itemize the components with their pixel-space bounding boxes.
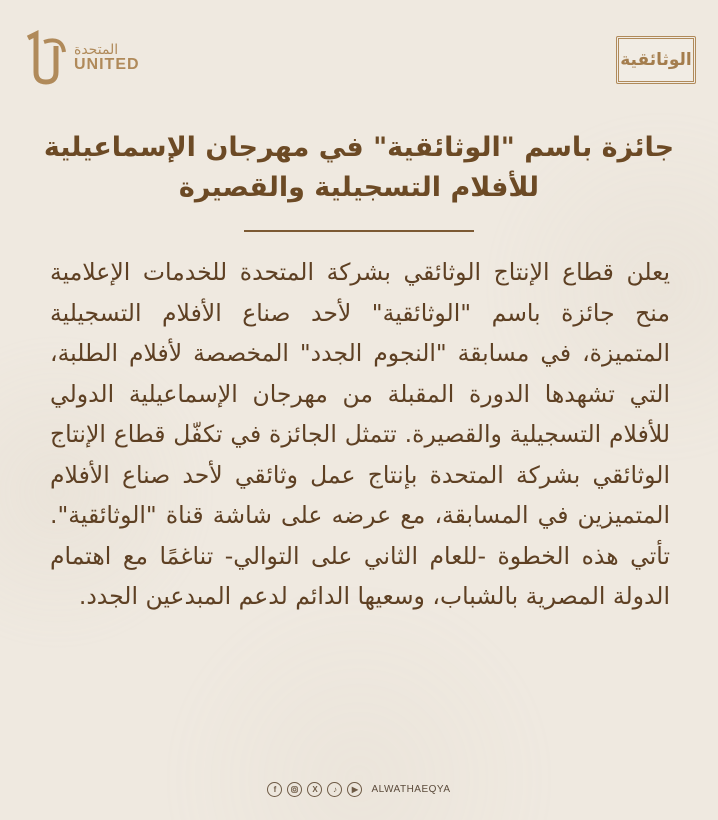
title-divider [244, 230, 474, 232]
headline-line-1: جائزة باسم "الوثائقية" في مهرجان الإسماعيلية [43, 132, 675, 163]
body-paragraph: يعلن قطاع الإنتاج الوثائقي بشركة المتحدة للخدمات الإعلامية منح جائزة باسم "الوثائقية" لأحد صناع الأفلام التسجيلية المتميزة، في مسابقة "النجوم الجدد" المخصصة لأفلام الطلبة، التي تشهدها الدورة المقبلة من مهرجان الإسماعيلية الدولي للأفلام التسجيلية والقصيرة. تتمثل الجائزة في تكفّل قطاع الإنتاج الوثائقي بشركة المتحدة بإنتاج عمل وثائقي لأحد صناع الأفلام المتميزين في المسابقة، مع عرضه على شاشة قناة "الوثائقية". تأتي هذه الخطوة -للعام الثاني على التوالي- تناغمًا مع اهتمام الدولة المصرية بالشباب، وسعيها الدائم لدعم المبدعين الجدد. [50, 258, 670, 610]
wathaeqya-logo: الوثائقية [616, 36, 696, 84]
headline-line-2: للأفلام التسجيلية والقصيرة [178, 172, 540, 203]
facebook-icon[interactable]: f [267, 782, 282, 797]
united-logo [22, 28, 152, 88]
headline [40, 128, 678, 208]
social-handle[interactable]: ALWATHAEQYA [371, 784, 451, 795]
tiktok-icon[interactable]: ♪ [327, 782, 342, 797]
social-footer [0, 782, 718, 797]
united-logo-mark-icon [22, 28, 68, 88]
x-icon[interactable]: X [307, 782, 322, 797]
youtube-icon[interactable]: ▶ [347, 782, 362, 797]
united-logo-arabic: المتحدة [74, 42, 119, 58]
instagram-icon[interactable] [287, 782, 302, 797]
united-logo-english: UNITED [74, 56, 140, 73]
